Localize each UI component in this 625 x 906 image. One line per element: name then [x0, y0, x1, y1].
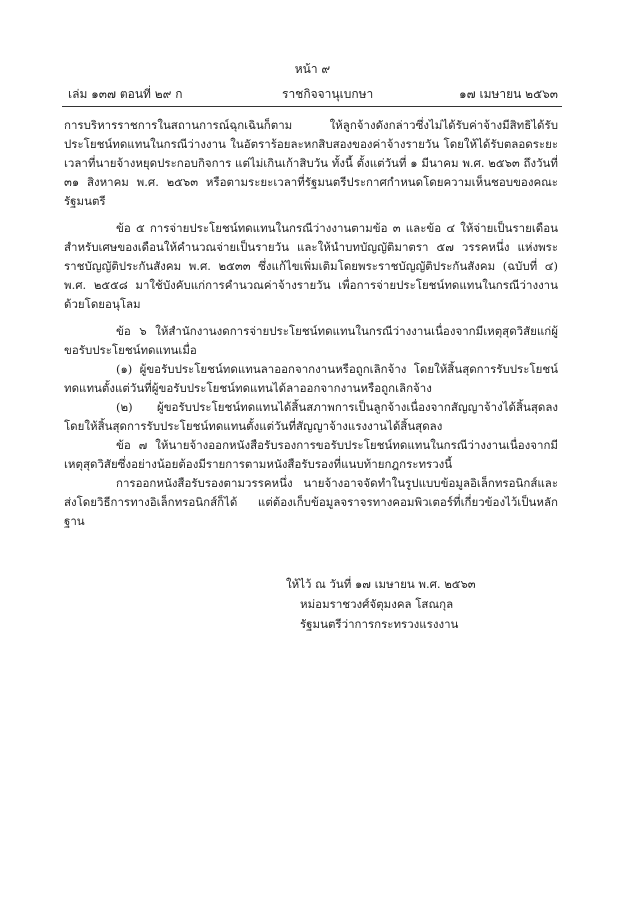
- paragraph-clause-6-item-2: (๒) ผู้ขอรับประโยชน์ทดแทนได้สิ้นสภาพการเป็นลูกจ้างเนื่องจากสัญญาจ้างได้สิ้นสุดลง โดยให้สิ้นสุดการรับประโยชน์ทดแทนตั้งแต่วันที่สัญญาจ้างแรงงานได้สิ้นสุดลง: [64, 400, 558, 433]
- header-divider: [62, 106, 562, 107]
- publication-name: ราชกิจจานุเบกษา: [282, 87, 374, 101]
- gazette-header: [68, 85, 558, 103]
- paragraph-continuation: การบริหารราชการในสถานการณ์ฉุกเฉินก็ตาม ให้ลูกจ้างดังกล่าวซึ่งไม่ได้รับค่าจ้างมีสิทธิได้รับประโยชน์ทดแทนในกรณีว่างงาน ในอัตราร้อยละหกสิบสองของค่าจ้างรายวัน โดยให้ได้รับตลอดระยะเวลาที่นายจ้างหยุดประกอบกิจการ แต่ไม่เกินเก้าสิบวัน ทั้งนี้ ตั้งแต่วันที่ ๑ มีนาคม พ.ศ. ๒๕๖๓ ถึงวันที่ ๓๑ สิงหาคม พ.ศ. ๒๕๖๓ หรือตามระยะเวลาที่รัฐมนตรีประกาศกำหนดโดยความเห็นชอบของคณะรัฐมนตรี: [64, 118, 558, 208]
- paragraph-clause-7-certificate: การออกหนังสือรับรองตามวรรคหนึ่ง นายจ้างอาจจัดทำในรูปแบบข้อมูลอิเล็กทรอนิกส์และส่งโดยวิธีการทางอิเล็กทรอนิกส์ก็ได้ แต่ต้องเก็บข้อมูลจราจรทางคอมพิวเตอร์ที่เกี่ยวข้องไว้เป็นหลักฐาน: [64, 476, 558, 528]
- volume-issue: เล่ม ๑๓๗ ตอนที่ ๒๙ ก: [68, 87, 183, 101]
- document-body: [64, 116, 558, 531]
- paragraph-clause-5: ข้อ ๕ การจ่ายประโยชน์ทดแทนในกรณีว่างงานตามข้อ ๓ และข้อ ๔ ให้จ่ายเป็นรายเดือน สำหรับเศษของเดือนให้คำนวณจ่ายเป็นรายวัน และให้นำบทบัญญัติมาตรา ๕๗ วรรคหนึ่ง แห่งพระราชบัญญัติประกันสังคม พ.ศ. ๒๕๓๓ ซึ่งแก้ไขเพิ่มเติมโดยพระราชบัญญัติประกันสังคม (ฉบับที่ ๔) พ.ศ. ๒๕๕๘ มาใช้บังคับแก่การคำนวณค่าจ้างรายวัน เพื่อการจ่ายประโยชน์ทดแทนในกรณีว่างงานด้วยโดยอนุโลม: [64, 221, 558, 311]
- signature-block: [286, 574, 576, 634]
- given-date-line: ให้ไว้ ณ วันที่ ๑๗ เมษายน พ.ศ. ๒๕๖๓: [286, 577, 476, 591]
- paragraph-clause-7: ข้อ ๗ ให้นายจ้างออกหนังสือรับรองการขอรับประโยชน์ทดแทนในกรณีว่างงานเนื่องจากมีเหตุสุดวิสัยซึ่งอย่างน้อยต้องมีรายการตามหนังสือรับรองที่แนบท้ายกฎกระทรวงนี้: [64, 438, 558, 471]
- signatory-name: หม่อมราชวงศ์จัตุมงคล โสณกุล: [300, 597, 454, 611]
- paragraph-clause-6-item-1: (๑) ผู้ขอรับประโยชน์ทดแทนลาออกจากงานหรือถูกเลิกจ้าง โดยให้สิ้นสุดการรับประโยชน์ทดแทนตั้งแต่วันที่ผู้ขอรับประโยชน์ทดแทนได้ลาออกจากงานหรือถูกเลิกจ้าง: [64, 362, 558, 395]
- signatory-position: รัฐมนตรีว่าการกระทรวงแรงงาน: [300, 617, 459, 631]
- page-number: หน้า ๙: [294, 62, 331, 76]
- publication-date: ๑๗ เมษายน ๒๕๖๓: [459, 87, 558, 101]
- paragraph-clause-6: ข้อ ๖ ให้สำนักงานงดการจ่ายประโยชน์ทดแทนในกรณีว่างงานเนื่องจากมีเหตุสุดวิสัยแก่ผู้ขอรับประโยชน์ทดแทนเมื่อ: [64, 324, 558, 357]
